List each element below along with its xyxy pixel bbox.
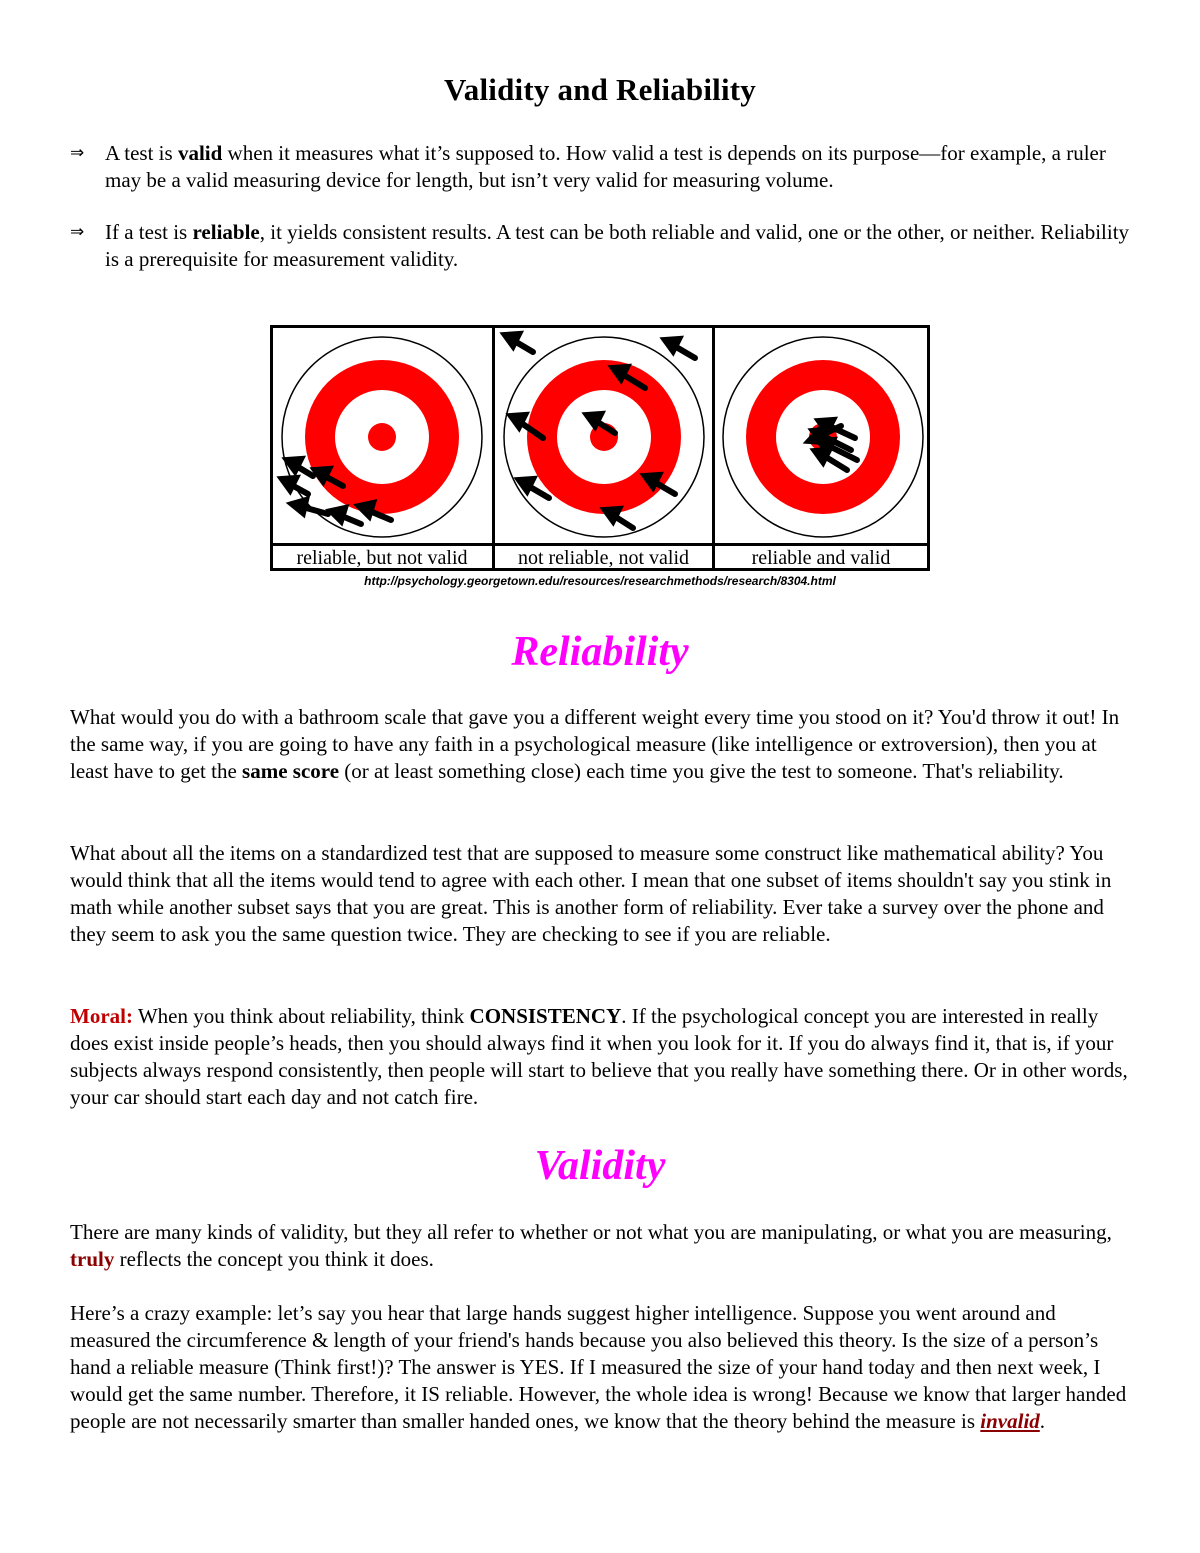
page-title: Validity and Reliability [444, 72, 756, 107]
reliability-paragraph-2: What about all the items on a standardized test that are supposed to measure some construct like mathematical ability? You would think that all the items would tend to agree with each other. I mean that one subset of items shouldn't say you stink in math while another subset says that you are great. This is another form of reliability. Ever take a survey over the phone and they seem to ask you the same question twice. They are checking to see if you are reliable. [70, 841, 1112, 946]
emphasis-truly: truly [70, 1247, 115, 1271]
figure-caption-row [273, 543, 927, 571]
target-panel-reliable-and-valid [712, 328, 933, 571]
text-segment: What would you do with a bathroom scale that gave you a different weight every time you stood on it? You'd throw it out! In the same way, if you are going to have any faith in a psychological measure (like intelligence or extroversion), then you at least have to get the [70, 705, 1120, 783]
text-segment: . [1039, 1409, 1046, 1433]
text-segment: . If the psychological concept you are interested in really does exist inside people’s heads, then you should always find it when you look for it. If you do always find it, that is, if your subjects always respond consistently, then people will start to believe that you really have something there. Or in other words, your car should start each day and not catch fire. [70, 1004, 1128, 1109]
target-panel-not-reliable-not-valid [492, 328, 713, 571]
target-reliable-not-valid-icon [273, 328, 491, 543]
bullet-text-before: A test is [105, 141, 178, 165]
text-segment: (or at least something close) each time you give the test to someone. That's reliability. [339, 759, 1064, 783]
bullet-text-after: , it yields consistent results. A test can be both reliable and valid, one or the other, or neither. Reliability is a prerequisite for measurement validity. [105, 220, 1130, 271]
caption-not-reliable-not-valid: not reliable, not valid [492, 546, 712, 571]
caption-reliable-not-valid: reliable, but not valid [296, 547, 468, 569]
target-figure [270, 325, 930, 571]
caption-reliable-and-valid: reliable and valid [712, 546, 927, 571]
reliability-moral-paragraph [70, 1003, 1130, 1111]
reliability-heading: Reliability [511, 629, 689, 675]
validity-paragraph-2 [70, 1300, 1130, 1435]
definition-list [70, 140, 1130, 298]
emphasis-invalid: invalid [980, 1409, 1040, 1433]
validity-paragraph-1 [70, 1219, 1130, 1273]
bullet-text-after: when it measures what it’s supposed to. How valid a test is depends on its purpose—for example, a ruler may be a valid measuring device for length, but isn’t very valid for measuring volume. [105, 141, 1106, 192]
reliability-paragraph-1 [70, 704, 1130, 785]
text-segment: Here’s a crazy example: let’s say you hear that large hands suggest higher intelligence. Suppose you went around and measured the circumference & length of your friend's hands because you also believed this theory. Is the size of a person’s hand a reliable measure (Think first!)? The answer is YES. If I measured the size of your hand today and then next week, I would get the same number. Therefore, it IS reliable. However, the whole idea is wrong! Because we know that larger handed people are not necessarily smarter than smaller handed ones, we know that the theory behind the measure is [70, 1301, 1127, 1433]
bullet-text-before: If a test is [105, 220, 193, 244]
moral-label: Moral: [70, 1004, 133, 1028]
text-segment: reflects the concept you think it does. [114, 1247, 434, 1271]
text-segment: There are many kinds of validity, but they all refer to whether or not what you are manipulating, or what you are measuring, [70, 1220, 1112, 1244]
text-segment: When you think about reliability, think [132, 1004, 470, 1028]
target-not-reliable-not-valid-icon [495, 328, 713, 543]
validity-heading: Validity [534, 1143, 666, 1189]
figure-source-url: http://psychology.georgetown.edu/resources/researchmethods/research/8304.html [364, 574, 836, 588]
target-reliable-and-valid-icon [715, 328, 930, 543]
bullet-bold-term: valid [177, 141, 223, 165]
validity-definition [70, 140, 1130, 194]
implies-arrow-icon: ⇒ [70, 222, 85, 242]
bold-phrase-same-score: same score [242, 759, 340, 783]
bold-word-consistency: CONSISTENCY [469, 1004, 622, 1028]
bullet-bold-term: reliable [192, 220, 260, 244]
implies-arrow-icon: ⇒ [70, 143, 85, 163]
target-panel-reliable-not-valid [273, 328, 491, 571]
reliability-definition [70, 219, 1130, 273]
